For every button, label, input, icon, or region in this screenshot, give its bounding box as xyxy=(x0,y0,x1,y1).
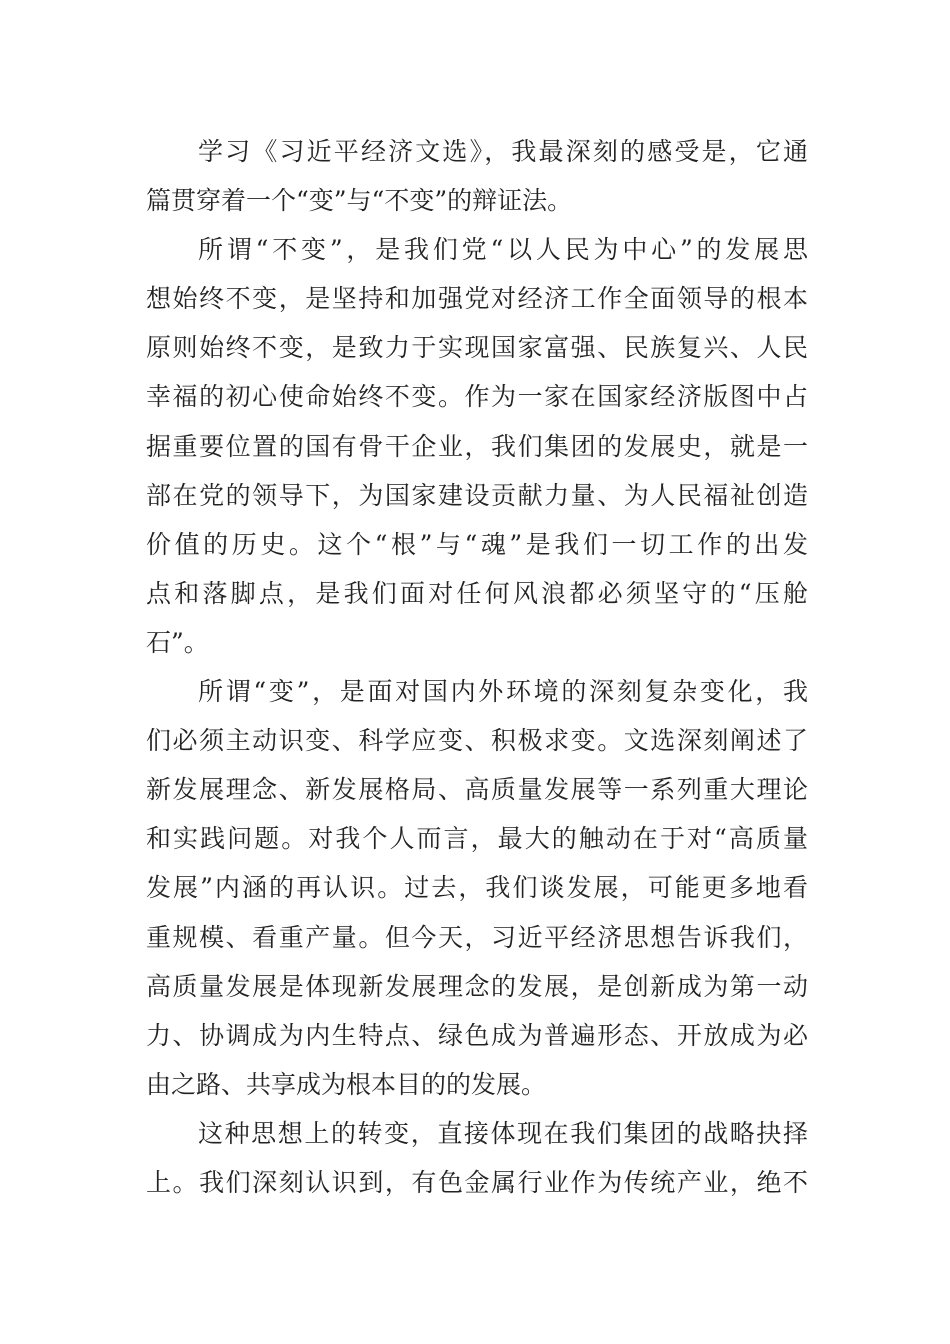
paragraph-2 xyxy=(146,225,808,667)
text-line: 所谓“不变”，是我们党“以人民为中心”的发展思 xyxy=(198,235,808,265)
text-line: 幸福的初心使命始终不变。作为一家在国家经济版图中占 xyxy=(146,382,808,412)
text-line: 想始终不变，是坚持和加强党对经济工作全面领导的根本 xyxy=(146,284,808,314)
text-line: 由之路、共享成为根本目的的发展。 xyxy=(146,1069,547,1099)
paragraph-3 xyxy=(146,667,808,1109)
text-line: 这种思想上的转变，直接体现在我们集团的战略抉择 xyxy=(198,1118,808,1148)
text-line: 据重要位置的国有骨干企业，我们集团的发展史，就是一 xyxy=(146,431,808,461)
text-line: 石”。 xyxy=(146,627,209,657)
text-line: 高质量发展是体现新发展理念的发展，是创新成为第一动 xyxy=(146,971,808,1001)
text-line: 篇贯穿着一个“变”与“不变”的辩证法。 xyxy=(146,186,573,216)
text-line: 上。我们深刻认识到，有色金属行业作为传统产业，绝不 xyxy=(146,1167,808,1197)
text-line: 重规模、看重产量。但今天，习近平经济思想告诉我们， xyxy=(146,922,808,952)
text-line: 新发展理念、新发展格局、高质量发展等一系列重大理论 xyxy=(146,775,808,805)
paragraph-4 xyxy=(146,1109,808,1207)
paragraph-1 xyxy=(146,127,808,225)
text-line: 们必须主动识变、科学应变、积极求变。文选深刻阐述了 xyxy=(146,726,808,756)
text-line: 和实践问题。对我个人而言，最大的触动在于对“高质量 xyxy=(146,824,808,854)
text-line: 所谓“变”，是面对国内外环境的深刻复杂变化，我 xyxy=(198,677,808,707)
text-line: 力、协调成为内生特点、绿色成为普遍形态、开放成为必 xyxy=(146,1020,808,1050)
text-line: 学习《习近平经济文选》，我最深刻的感受是，它通 xyxy=(198,137,808,166)
text-line: 发展”内涵的再认识。过去，我们谈发展，可能更多地看 xyxy=(146,873,808,903)
text-line: 价值的历史。这个“根”与“魂”是我们一切工作的出发 xyxy=(146,529,808,559)
text-line: 点和落脚点，是我们面对任何风浪都必须坚守的“压舱 xyxy=(146,578,808,608)
text-line: 部在党的领导下，为国家建设贡献力量、为人民福祉创造 xyxy=(146,480,808,510)
text-line: 原则始终不变，是致力于实现国家富强、民族复兴、人民 xyxy=(146,333,808,363)
document-body xyxy=(146,127,808,1207)
